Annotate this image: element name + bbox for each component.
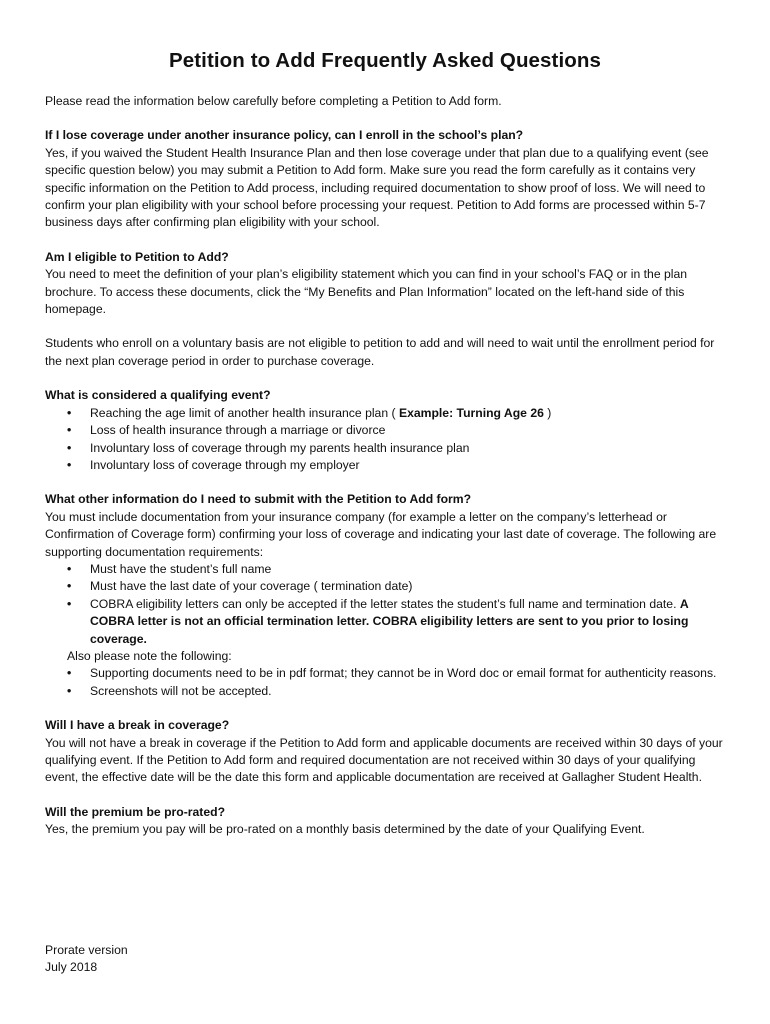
question-lose-coverage: If I lose coverage under another insurance policy, can I enroll in the school’s plan?: [45, 128, 524, 143]
question-other-information: What other information do I need to submit with the Petition to Add form?: [45, 492, 472, 507]
bullet-icon: •: [67, 440, 72, 455]
version-date: July 2018: [45, 960, 98, 975]
answer-other-information: You must include documentation from your insurance company (for example a letter on the company’s letterhead or Confirmation of Coverage form) confirming your loss of coverage and indicating your last date of coverage. The following are supporting documentation requirements:: [45, 509, 717, 559]
list-item: • Loss of health insurance through a marriage or divorce: [45, 422, 730, 439]
bullet-icon: •: [67, 666, 72, 681]
example-text: Example: Turning Age 26: [398, 405, 544, 420]
documentation-requirements-list: [45, 561, 730, 648]
document-footer: [45, 942, 128, 977]
faq-content: [45, 93, 730, 839]
answer-eligible-voluntary: Students who enroll on a voluntary basis are not eligible to petition to add and will need to wait until the enrollment period for the next plan coverage period in order to purchase coverage.: [45, 336, 715, 368]
intro-text: Please read the information below carefully before completing a Petition to Add form.: [45, 94, 502, 108]
list-item: • Must have the last date of your coverage ( termination date): [45, 578, 730, 595]
bullet-icon: •: [67, 561, 72, 576]
bullet-icon: •: [67, 405, 72, 420]
qualifying-event-list: [45, 405, 730, 475]
also-note-label: Also please note the following:: [67, 648, 232, 663]
list-item: • Supporting documents need to be in pdf format; they cannot be in Word doc or email format for authenticity reasons.: [45, 665, 730, 682]
page-title: Petition to Add Frequently Asked Questions: [168, 49, 602, 72]
list-item: • Involuntary loss of coverage through my employer: [45, 457, 730, 474]
list-item: • Involuntary loss of coverage through my parents health insurance plan: [45, 440, 730, 457]
bullet-icon: •: [67, 423, 72, 438]
question-premium-prorated: Will the premium be pro-rated?: [45, 804, 226, 819]
answer-premium-prorated: Yes, the premium you pay will be pro-rated on a monthly basis determined by the date of your Qualifying Event.: [45, 822, 645, 837]
list-item: • Screenshots will not be accepted.: [45, 683, 730, 700]
answer-break-in-coverage: You will not have a break in coverage if the Petition to Add form and applicable documents are received within 30 days of your qualifying event. If the Petition to Add form and required documentation are not received within 30 days of your qualifying event, the effective date will be the date this form and applicable documentation are received at Gallagher Student Health.: [45, 735, 723, 785]
additional-notes-list: [45, 665, 730, 700]
list-item: • COBRA eligibility letters can only be accepted if the letter states the student’s full name and termination date. A COBRA letter is not an official termination letter. COBRA eligibility letters are sent to you prior to losing coverage.: [67, 596, 689, 646]
bullet-icon: •: [67, 457, 72, 472]
cobra-warning: A COBRA letter is not an official termination letter. COBRA eligibility letters are sent to you prior to losing coverage.: [90, 596, 689, 646]
list-item: • Reaching the age limit of another health insurance plan ( Example: Turning Age 26 ): [45, 405, 730, 422]
bullet-icon: •: [67, 683, 72, 698]
version-label: Prorate version: [45, 943, 128, 957]
bullet-icon: •: [67, 596, 72, 611]
answer-lose-coverage: Yes, if you waived the Student Health Insurance Plan and then lose coverage under that plan due to a qualifying event (see specific question below) you may submit a Petition to Add form. Make sure you read the form carefully as it contains very specific information on the Petition to Add process, including required documentation to show proof of loss. We will need to confirm your plan eligibility with your school before processing your request. Petition to Add forms are processed within 5-7 business days after confirming plan eligibility with your school.: [45, 145, 709, 230]
question-qualifying-event: What is considered a qualifying event?: [45, 388, 271, 403]
list-item: • Must have the student’s full name: [45, 561, 730, 578]
question-eligible: Am I eligible to Petition to Add?: [45, 249, 229, 264]
question-break-in-coverage: Will I have a break in coverage?: [45, 718, 230, 733]
answer-eligible: You need to meet the definition of your plan’s eligibility statement which you can find in your school’s FAQ or in the plan brochure. To access these documents, click the “My Benefits and Plan Information” located on the left-hand side of this homepage.: [45, 267, 688, 317]
bullet-icon: •: [67, 579, 72, 594]
